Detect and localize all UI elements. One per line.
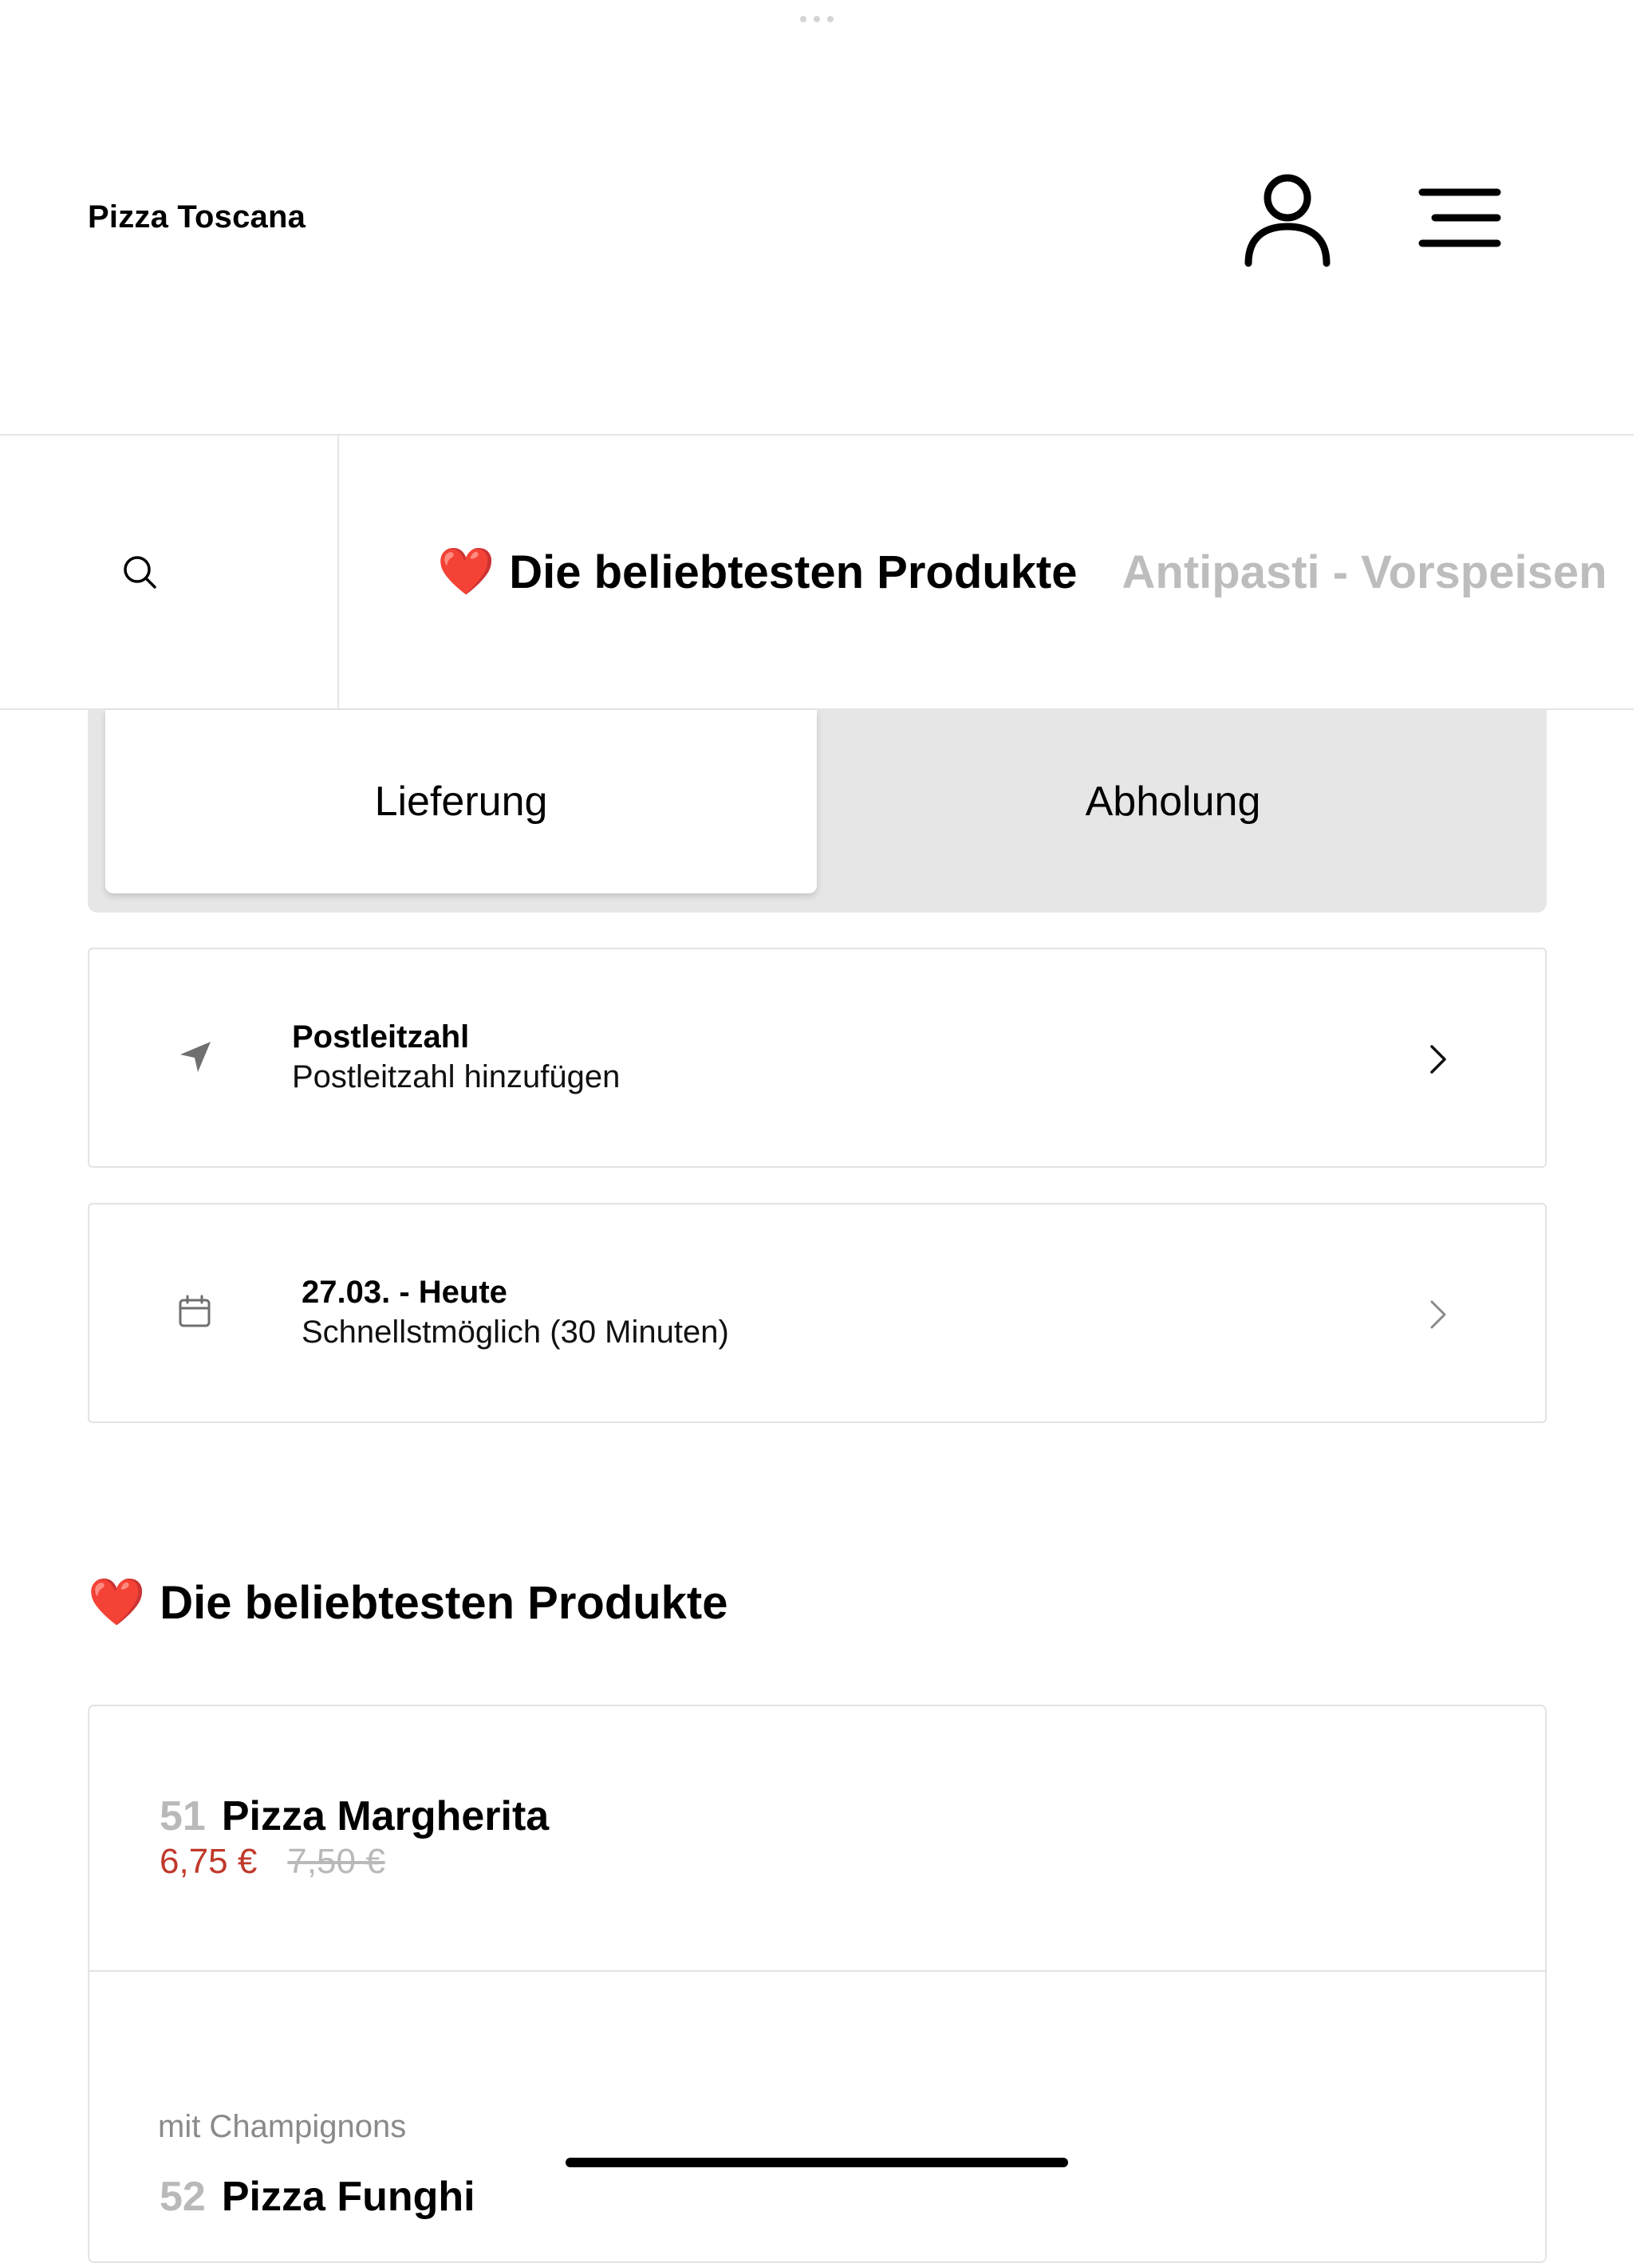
location-arrow-icon <box>177 1039 214 1075</box>
section-title <box>88 1575 728 1630</box>
chevron-right-icon <box>1427 1299 1449 1331</box>
delivery-time-subtitle: Schnellstmöglich (30 Minuten) <box>302 1315 729 1350</box>
chevron-right-icon <box>1427 1043 1449 1075</box>
heart-icon: ❤️ <box>88 1576 146 1628</box>
postal-code-subtitle: Postleitzahl hinzufügen <box>292 1059 621 1094</box>
user-icon <box>1240 168 1335 268</box>
original-price: 7,50 € <box>287 1842 385 1881</box>
category-nav <box>0 436 1634 710</box>
product-list <box>88 1705 1547 2263</box>
product-title: Pizza Funghi <box>221 2174 475 2220</box>
search-icon <box>121 554 158 590</box>
delivery-date-title: 27.03. - Heute <box>302 1275 507 1310</box>
hamburger-menu-icon <box>1414 179 1507 256</box>
calendar-icon <box>177 1294 212 1329</box>
pickup-option[interactable]: Abholung <box>1085 779 1261 825</box>
delivery-time-card[interactable] <box>88 1203 1547 1423</box>
tab-label: Die beliebtesten Produkte <box>509 546 1078 598</box>
category-tabs <box>437 436 1652 708</box>
search-button[interactable] <box>0 436 339 708</box>
heart-icon: ❤️ <box>437 546 495 597</box>
product-item[interactable] <box>89 1706 1545 1972</box>
sale-price: 6,75 € <box>160 1842 258 1881</box>
brand-name[interactable]: Pizza Toscana <box>88 199 306 235</box>
menu-button[interactable] <box>1414 179 1507 256</box>
product-name <box>160 2173 475 2221</box>
product-number: 51 <box>160 1793 206 1839</box>
product-item[interactable] <box>89 1972 1545 2237</box>
product-title: Pizza Margherita <box>221 1793 550 1839</box>
delivery-option[interactable]: Lieferung <box>105 710 817 893</box>
tab-popular-products[interactable] <box>437 545 1078 599</box>
postal-code-card[interactable] <box>88 948 1547 1168</box>
product-number: 52 <box>160 2174 206 2220</box>
header <box>0 0 1634 436</box>
tab-label: Antipasti - Vorspeisen <box>1122 546 1607 598</box>
account-button[interactable] <box>1240 168 1335 268</box>
postal-code-title: Postleitzahl <box>292 1019 470 1055</box>
tab-antipasti[interactable] <box>1122 546 1607 599</box>
section-title-text: Die beliebtesten Produkte <box>160 1576 728 1629</box>
home-indicator[interactable] <box>566 2158 1068 2167</box>
product-name <box>160 1792 549 1840</box>
product-description: mit Champignons <box>158 2109 407 2144</box>
order-mode-toggle <box>88 710 1547 913</box>
product-prices <box>160 1842 385 1882</box>
